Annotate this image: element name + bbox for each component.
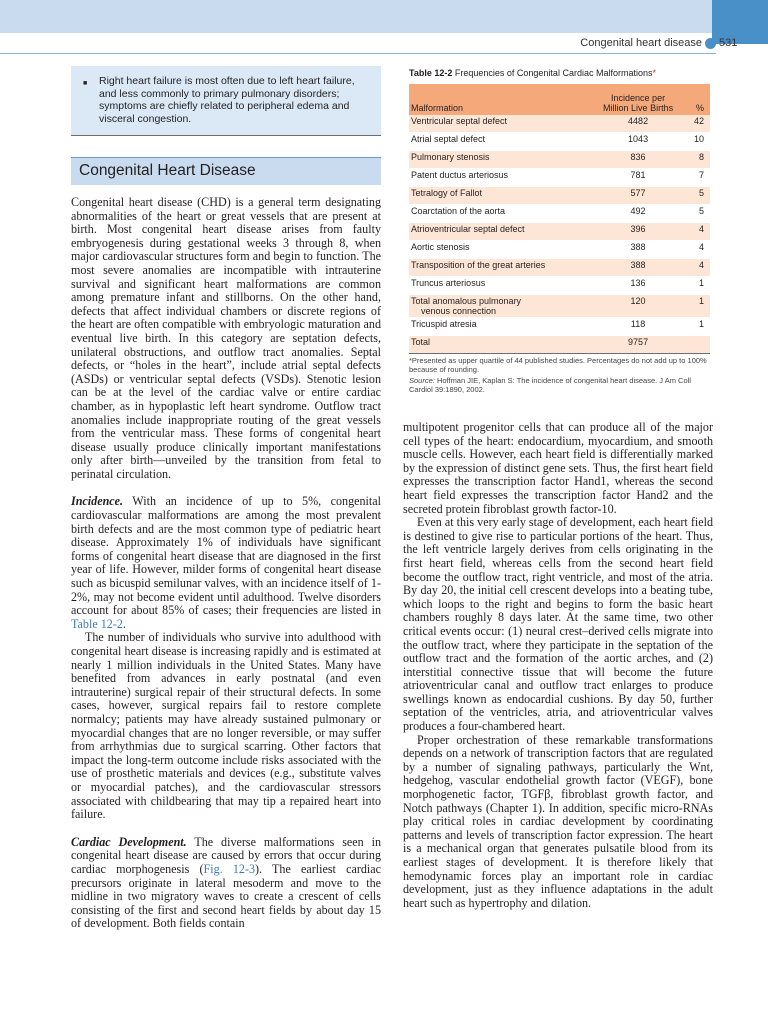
row-incidence: 388 — [590, 259, 687, 277]
row-percent: 42 — [686, 115, 710, 133]
row-malformation — [409, 295, 590, 318]
row-percent: 1 — [686, 295, 710, 318]
source-text: Hoffman JIE, Kaplan S: The incidence of congenital heart disease. J Am Coll Cardiol 39:1890, 2002. — [409, 376, 691, 394]
row-percent: 8 — [686, 151, 710, 169]
row-malformation: Tetralogy of Fallot — [409, 187, 590, 205]
table-row — [409, 169, 710, 187]
page-dot-icon — [705, 38, 716, 49]
row-incidence: 118 — [590, 318, 687, 336]
square-bullet-icon: ■ — [83, 79, 88, 87]
row-percent: 4 — [686, 241, 710, 259]
row-malformation: Transposition of the great arteries — [409, 259, 590, 277]
row-malformation: Atrioventricular septal defect — [409, 223, 590, 241]
table-title: Frequencies of Congenital Cardiac Malformations — [454, 68, 653, 78]
total-percent — [686, 336, 710, 354]
table-header-row — [409, 84, 710, 115]
incidence-heading: Incidence. — [71, 494, 124, 509]
right-column — [403, 421, 713, 910]
header-incidence — [590, 84, 687, 115]
survival-paragraph: The number of individuals who survive into adulthood with congenital heart disease is increasing rapidly and is estimated at nearly 1 million individuals in the United States. Many have benefited from advances in early postnatal (and even intrauterine) surgical repair of their structural defects. In some cases, however, surgical repairs fail to restore complete normalcy; patients may have already sustained pulmonary or myocardial changes that are no longer reversible, or may suffer from arrhythmias due to surgical scarring. Other factors that impact the long-term outcome include risks associated with the use of prosthetic materials and devices (e.g., substitute valves or myocardial patches), and the cardiovascular stressors associated with childbearing that may tip a repaired heart into failure. — [71, 630, 381, 822]
table-label: Table 12-2 — [409, 68, 453, 78]
row-malformation: Patent ductus arteriosus — [409, 169, 590, 187]
row-malformation-line2: venous connection — [421, 306, 497, 316]
table-row — [409, 187, 710, 205]
row-malformation: Pulmonary stenosis — [409, 151, 590, 169]
cardiac-text-end: ). The earliest cardiac precursors originate in lateral mesoderm and move to the midline in two migratory waves to create a crescent of cells consisting of the first and second heart fields by about day 15 of development. Both fields contain — [71, 861, 381, 931]
total-incidence: 9757 — [590, 336, 687, 354]
table-row — [409, 223, 710, 241]
row-malformation: Coarctation of the aorta — [409, 205, 590, 223]
row-malformation: Aortic stenosis — [409, 241, 590, 259]
incidence-text: With an incidence of up to 5%, congenital cardiovascular malformations are among the most prevalent birth defects and are the most common type of pediatric heart disease. Approximately 1% of individuals have significant forms of congenital heart disease that are diagnosed in the first year of life. However, milder forms of congenital heart disease such as bicuspid semilunar valves, with an incidence itself of 1-2%, may not become evident until adulthood. Twelve disorders account for about 85% of cases; their frequencies are listed in — [71, 494, 381, 618]
left-column — [71, 196, 381, 931]
row-malformation: Tricuspid atresia — [409, 318, 590, 336]
section-heading-box — [71, 157, 381, 185]
row-incidence: 836 — [590, 151, 687, 169]
intro-paragraph: Congenital heart disease (CHD) is a general term designating abnormalities of the heart or great vessels that are present at birth. Most congenital heart disease arises from faulty embryogenesis during gestational weeks 3 through 8, when major cardiovascular structures form and begin to function. The most severe anomalies are incompatible with intrauterine survival and significant heart malformations are common among premature infant and stillborns. On the other hand, defects that affect individual chambers or discrete regions of the heart are often compatible with embryologic maturation and eventual live birth. In this category are septation defects, unilateral obstructions, and outflow tract anomalies. Septal defects, or “holes in the heart”, include atrial septal defects (ASDs) or ventricular septal defects (VSDs). Stenotic lesion can be at the level of the cardiac valve or entire cardiac chamber, as in hypoplastic left heart syndrome. Outflow tract anomalies include inappropriate routing of the great vessels from the ventricular mass. These forms of congenital heart disease usually produce clinically important manifestations only after birth—unveiled by the transition from fetal to perinatal circulation. — [71, 195, 381, 481]
row-percent: 7 — [686, 169, 710, 187]
row-percent: 1 — [686, 277, 710, 295]
row-percent: 1 — [686, 318, 710, 336]
header-percent: % — [686, 84, 710, 115]
page-number: 531 — [719, 37, 738, 49]
row-incidence: 781 — [590, 169, 687, 187]
table-row — [409, 241, 710, 259]
source-label: Source: — [409, 376, 435, 385]
row-malformation: Truncus arteriosus — [409, 277, 590, 295]
row-incidence: 396 — [590, 223, 687, 241]
header-incidence-line1: Incidence per — [611, 93, 666, 103]
table-row — [409, 259, 710, 277]
row-malformation-line1: Total anomalous pulmonary — [411, 296, 522, 306]
row-malformation: Atrial septal defect — [409, 133, 590, 151]
table-row — [409, 115, 710, 133]
row-incidence: 577 — [590, 187, 687, 205]
figure-reference-link[interactable]: Fig. 12-3 — [203, 861, 256, 876]
row-percent: 5 — [686, 187, 710, 205]
table-caption — [409, 68, 710, 78]
table-row — [409, 318, 710, 336]
table-total-row — [409, 336, 710, 354]
table-title-marker: * — [652, 68, 656, 78]
incidence-paragraph — [71, 495, 381, 631]
row-percent: 5 — [686, 205, 710, 223]
cardiac-development-paragraph — [71, 836, 381, 931]
header-band — [0, 0, 768, 33]
table-row — [409, 295, 710, 318]
heart-field-paragraph: Even at this very early stage of development, each heart field is destined to give rise to particular portions of the heart. Thus, the left ventricle largely derives from cells originating in the first heart field, whereas cells from the second heart field become the outflow tract, right ventricle, and most of the atria. By day 20, the initial cell crescent develops into a beating tube, which loops to the right and begins to form the basic heart chambers roughly 8 days later. At the same time, two other critical events occur: (1) neural crest–derived cells migrate into the outflow tract, where they participate in the septation of the outflow tract and the formation of the aortic arches, and (2) interstitial connective tissue that will become the future atrioventricular canal and outflow tract enlarges to produce swellings known as endocardial cushions. By day 50, further septation of the ventricles, atria, and atrioventricular valves produces a four-chambered heart. — [403, 515, 713, 734]
section-title: Congenital Heart Disease — [79, 162, 256, 179]
table-row — [409, 133, 710, 151]
incidence-text-end: . — [122, 616, 126, 631]
summary-box — [71, 66, 381, 136]
row-incidence: 492 — [590, 205, 687, 223]
progenitor-paragraph: multipotent progenitor cells that can produce all of the major cell types of the heart: endocardium, myocardium, and smooth muscle cells. However, each heart field is differentially marked by the expression of distinct gene sets. Thus, the first heart field expresses the transcription factor Hand1, whereas the second heart field expresses the transcription factor Hand2 and the secreted protein fibroblast growth factor-10. — [403, 420, 713, 516]
running-title: Congenital heart disease — [580, 37, 702, 49]
row-percent: 10 — [686, 133, 710, 151]
table-row — [409, 277, 710, 295]
row-malformation: Ventricular septal defect — [409, 115, 590, 133]
header-malformation: Malformation — [409, 84, 590, 115]
row-incidence: 4482 — [590, 115, 687, 133]
row-percent: 4 — [686, 259, 710, 277]
cardiac-development-heading: Cardiac Development. — [71, 834, 187, 849]
malformation-table-block — [409, 68, 710, 394]
total-label: Total — [409, 336, 590, 354]
row-incidence: 1043 — [590, 133, 687, 151]
header-rule — [0, 53, 716, 54]
row-percent: 4 — [686, 223, 710, 241]
cardiac-text: The diverse malformations seen in congenital heart disease are caused by errors that occur during cardiac morphogenesis ( — [71, 834, 381, 876]
orchestration-paragraph: Proper orchestration of these remarkable transformations depends on a network of transcription factors that are regulated by a number of signaling pathways, particularly the Wnt, hedgehog, vascular endothelial growth factor (VEGF), bone morphogenetic factor, TGFβ, fibroblast growth factor, and Notch pathways (Chapter 1). In addition, specific micro-RNAs play critical roles in cardiac development by coordinating patterns and levels of transcription factor expression. The heart is a mechanical organ that generates pulsatile blood from its earliest stages of development. It is therefore likely that hemodynamic forces play an important role in cardiac development, just as they influence adaptations in the adult heart such as hypertrophy and dilation. — [403, 732, 713, 910]
table-source — [409, 376, 710, 394]
table-reference-link[interactable]: Table 12-2 — [71, 616, 123, 631]
table-row — [409, 205, 710, 223]
header-incidence-line2: Million Live Births — [603, 103, 674, 113]
malformation-table — [409, 84, 710, 354]
summary-text: Right heart failure is most often due to left heart failure, and less commonly to primary pulmonary disorders; symptoms are chiefly related to peripheral edema and visceral congestion. — [99, 75, 355, 125]
row-incidence: 120 — [590, 295, 687, 318]
table-footnote: *Presented as upper quartile of 44 published studies. Percentages do not add up to 100% because of rounding. — [409, 356, 707, 374]
table-row — [409, 151, 710, 169]
row-incidence: 136 — [590, 277, 687, 295]
row-incidence: 388 — [590, 241, 687, 259]
